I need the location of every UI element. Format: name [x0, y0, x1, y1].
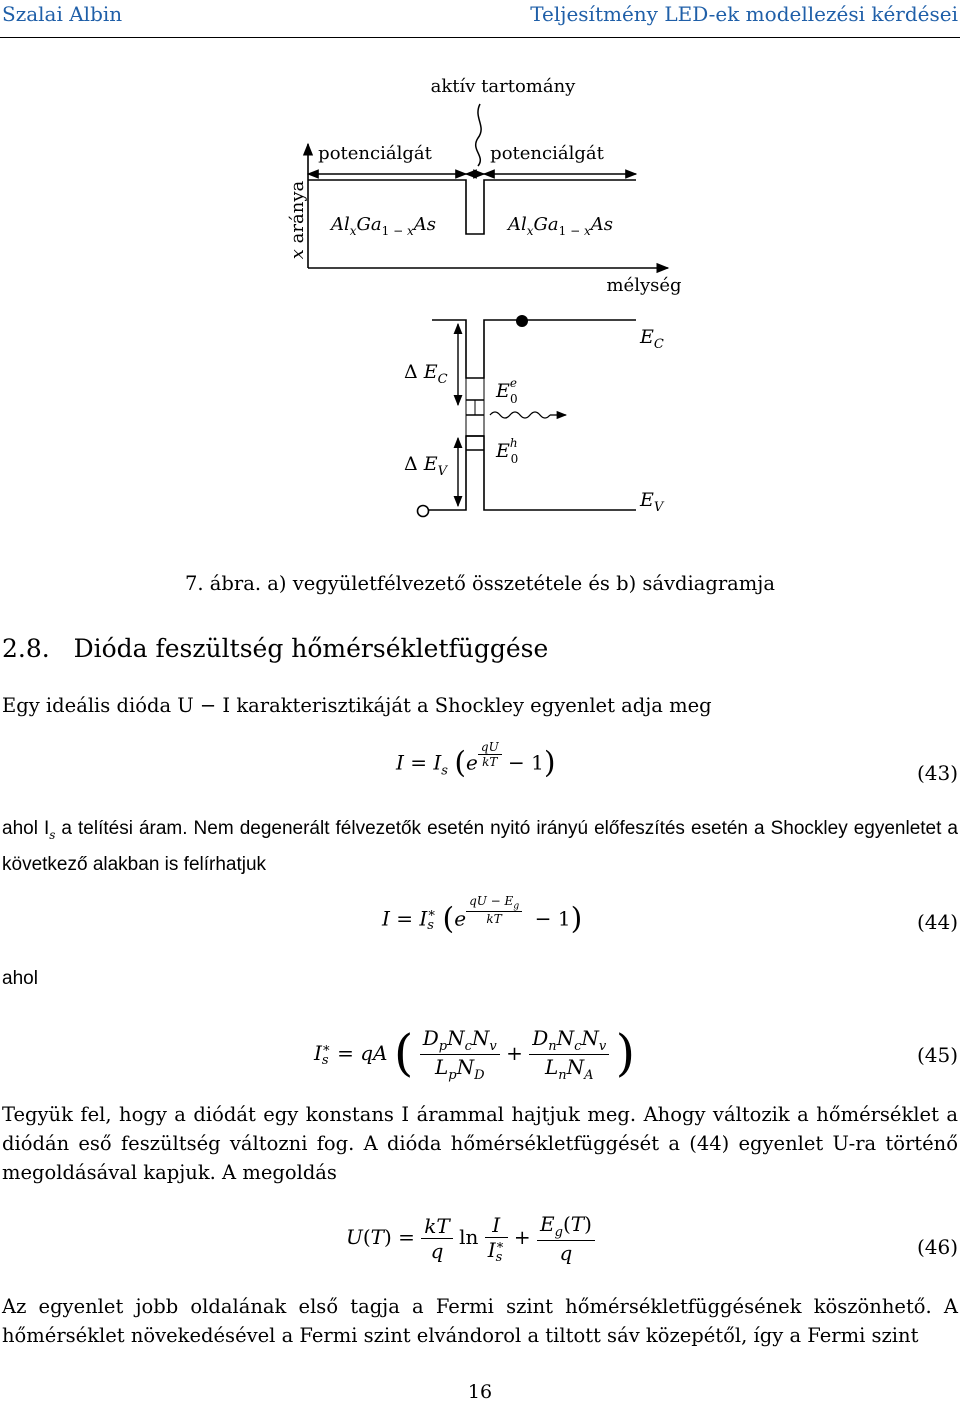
section-title: Dióda feszültség hőmérsékletfüggése	[73, 634, 549, 663]
e0h-label: $E^h$ 0	[496, 436, 519, 466]
paragraph-1: Egy ideális dióda U − I karakterisztikáját a Shockley egyenlet adja meg	[2, 694, 712, 717]
header-rule	[0, 37, 960, 38]
equation-46-number: (46)	[916, 1235, 958, 1259]
paragraph-2: ahol $I_s$ a telítési áram. Nem degenerált félvezetők esetén nyitó irányú előfeszítés esetén a Shockley egyenletet a következő alakban is felírhatjuk	[2, 818, 958, 875]
equation-46: U(T) = $\frac{kT}{q}$ ln I I∗ s + $\frac{E_g(T)}{q}$	[346, 1212, 595, 1265]
ec-label: $E_C$	[640, 326, 664, 352]
paragraph-2-start: ahol I	[2, 818, 50, 839]
section-heading	[2, 634, 548, 663]
figure-caption: 7. ábra. a) vegyületfélvezető összetétele és b) sávdiagramja	[185, 572, 775, 595]
page-number: 16	[467, 1381, 493, 1403]
e0e-label: $E^e$ 0	[496, 376, 518, 406]
equation-43-number: (43)	[916, 761, 958, 785]
material-right-label: $Al_xGa_{1 - x}As$	[508, 214, 614, 238]
valence-band	[424, 436, 636, 510]
material-left-label: $Al_xGa_{1 - x}As$	[331, 214, 437, 238]
paragraph-2-rest: a telítési áram. Nem degenerált félvezetők esetén nyitó irányú előfeszítés esetén a Shockley egyenletet a következő alakban is felírhatjuk	[2, 818, 958, 875]
figure-diagram	[0, 60, 960, 550]
paragraph-5: Az egyenlet jobb oldalának első tagja a Fermi szint hőmérsékletfüggésének köszönhető. A hőmérséklet növekedésével a Fermi szint elvándorol a tiltott sáv közepétől, így a Fermi szint	[2, 1295, 958, 1347]
barrier-left-label: potenciálgát	[318, 143, 432, 164]
equation-44: I = I∗ s (e $^{\frac{qU - E_g}{kT}}$ − 1)	[382, 894, 583, 937]
photon-wave	[490, 412, 550, 418]
delta-ec-label: Δ $E_C$	[404, 361, 448, 387]
y-axis-label: x aránya	[287, 180, 308, 260]
section-number: 2.8.	[2, 634, 50, 663]
active-region-label: aktív tartomány	[430, 76, 576, 97]
equation-44-number: (44)	[916, 910, 958, 934]
header-author: Szalai Albin	[2, 2, 123, 26]
hole-dot	[418, 506, 429, 517]
electron-dot	[516, 315, 528, 327]
ev-label: $E_V$	[640, 489, 664, 515]
paragraph-4: Tegyük fel, hogy a diódát egy konstans I árammal hajtjuk meg. Ahogy változik a hőmérséklet a diódán eső feszültség változni fog. A dióda hőmérsékletfüggését a (44) egyenlet U-ra történő megoldásával kapjuk. A megoldás	[2, 1103, 958, 1184]
paragraph-3: ahol	[2, 968, 38, 989]
delta-ev-label: Δ $E_V$	[404, 453, 448, 479]
x-axis-label: mélység	[606, 275, 682, 296]
active-region-brace	[476, 104, 481, 166]
barrier-right-label: potenciálgát	[490, 143, 604, 164]
equation-45: I∗ s = qA ( $\frac{D_pN_cN_v}{L_pN_D}$ + $\frac{D_nN_cN_v}{L_nN_A}$ )	[314, 1024, 636, 1083]
conduction-band	[432, 320, 636, 378]
header-title: Teljesítmény LED-ek modellezési kérdései	[530, 2, 958, 26]
equation-45-number: (45)	[916, 1043, 958, 1067]
equation-43: $I = I_s$ (e $^{\frac{qU}{kT}}$ − 1)	[396, 740, 556, 781]
